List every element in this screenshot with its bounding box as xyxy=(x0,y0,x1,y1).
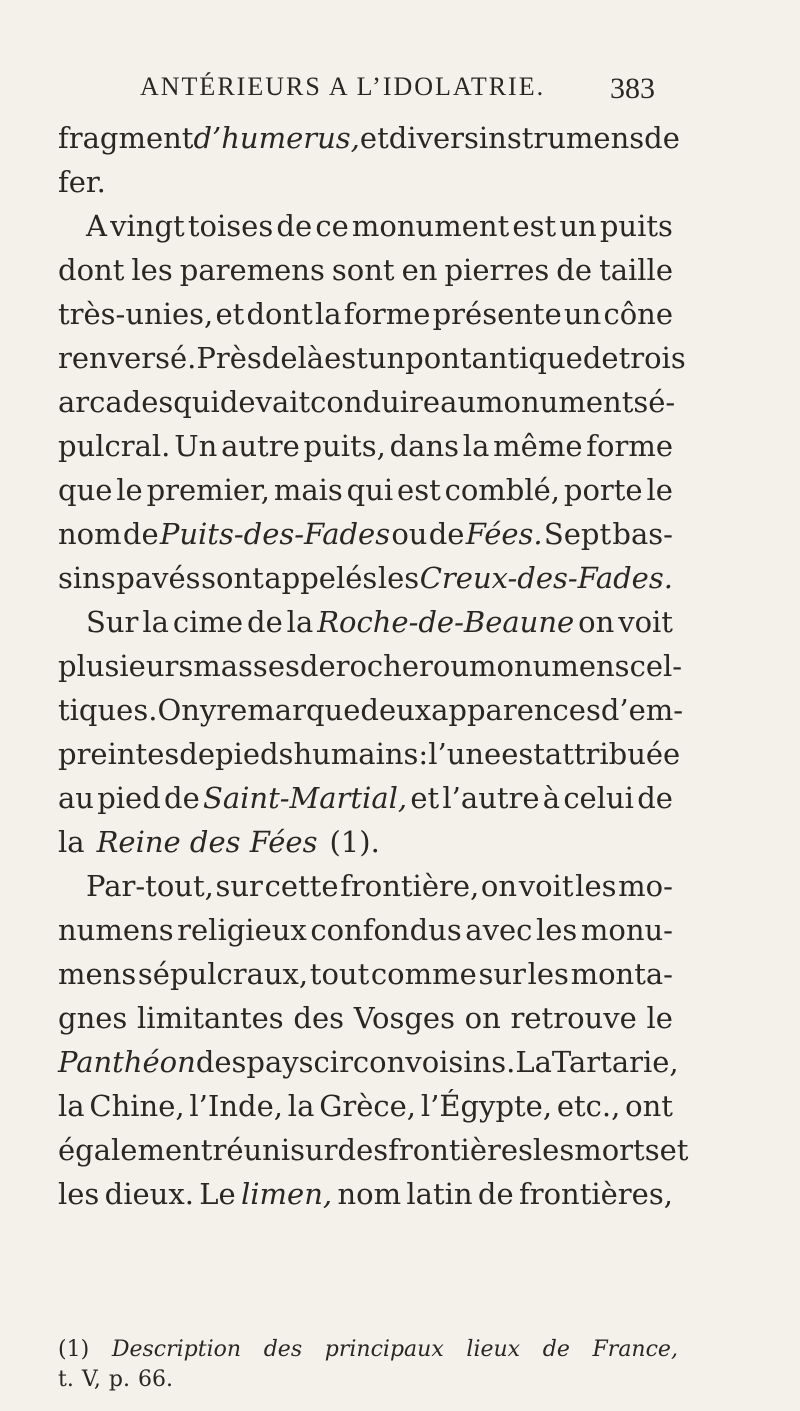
word: comme xyxy=(370,957,477,991)
word: de xyxy=(644,121,680,155)
text-line xyxy=(58,204,673,248)
word: pieds xyxy=(214,737,294,771)
word: circonvoisins. xyxy=(313,1045,516,1079)
word: appelés xyxy=(264,561,378,595)
text-line xyxy=(58,820,673,864)
italic-word: d’humerus, xyxy=(193,121,360,155)
text-line xyxy=(58,864,673,908)
italic-word: Description xyxy=(111,1337,242,1362)
word: monument xyxy=(351,209,510,243)
text-line xyxy=(58,468,673,512)
text-line xyxy=(58,908,673,952)
word: cime xyxy=(172,605,244,639)
word: forme xyxy=(586,429,673,463)
word: et xyxy=(410,781,440,815)
text-line xyxy=(58,116,680,160)
word: bas- xyxy=(612,517,673,551)
italic-word: Saint-Martial, xyxy=(202,781,408,815)
word: Chine, xyxy=(89,1089,185,1123)
word: Près xyxy=(196,341,262,375)
word: les xyxy=(575,869,617,903)
text-line xyxy=(58,732,681,776)
word: en xyxy=(401,253,438,287)
word: les xyxy=(535,913,578,947)
word: qui xyxy=(173,385,220,419)
word: fer. xyxy=(58,165,106,199)
italic-word: Creux-des-Fades. xyxy=(419,561,673,595)
text-line xyxy=(58,424,673,468)
word: frontière, xyxy=(340,869,480,903)
word: de xyxy=(637,781,673,815)
word: voit xyxy=(518,869,574,903)
word: et xyxy=(215,297,245,331)
text-line xyxy=(58,248,673,292)
word: A xyxy=(86,209,107,243)
word: la xyxy=(462,429,490,463)
word: la xyxy=(286,605,314,639)
word: le xyxy=(646,1001,673,1035)
running-title: ANTÉRIEURS A L’IDOLATRIE. xyxy=(140,72,546,101)
word: (1). xyxy=(329,825,380,859)
word: : xyxy=(418,737,429,771)
word: est xyxy=(501,737,545,771)
word: la xyxy=(142,605,169,639)
word: pied xyxy=(97,781,161,815)
word: à xyxy=(542,781,561,815)
word: devait xyxy=(219,385,311,419)
word: ou xyxy=(391,517,428,551)
word: Sept xyxy=(543,517,612,551)
word: taille xyxy=(599,253,673,287)
word: On xyxy=(157,693,200,727)
word: comblé, xyxy=(444,473,561,507)
word: pays xyxy=(246,1045,314,1079)
word: présente xyxy=(432,297,562,331)
word: attribuée xyxy=(544,737,681,771)
footnote-line xyxy=(58,1335,678,1365)
word: cel- xyxy=(629,649,683,683)
running-header xyxy=(140,72,655,112)
word: Un xyxy=(174,429,218,463)
word: y xyxy=(199,693,217,727)
word: monument xyxy=(476,385,634,419)
italic-word: Puits-des-Fades xyxy=(159,517,391,551)
word: la xyxy=(287,1089,315,1123)
word: au xyxy=(58,781,94,815)
word: un xyxy=(367,341,406,375)
word: la xyxy=(314,297,342,331)
word: on xyxy=(464,1001,501,1035)
word: de xyxy=(164,781,200,815)
word: sont xyxy=(201,561,264,595)
word: de xyxy=(582,341,619,375)
word: réuni xyxy=(212,1133,291,1167)
word: dans xyxy=(389,429,460,463)
word: premier, xyxy=(146,473,270,507)
word: les xyxy=(527,957,569,991)
word: tout xyxy=(309,957,370,991)
word: la xyxy=(58,1089,85,1123)
italic-word: principaux xyxy=(324,1337,444,1362)
word: l’autre xyxy=(442,781,540,815)
word: monta- xyxy=(570,957,673,991)
footnote-line xyxy=(58,1365,678,1395)
word: des xyxy=(337,1133,389,1167)
word: puits, xyxy=(303,429,386,463)
word: Vosges xyxy=(353,1001,455,1035)
word: pierres xyxy=(444,253,550,287)
word: qui xyxy=(346,473,394,507)
word: masses xyxy=(193,649,300,683)
word: de xyxy=(276,209,313,243)
word: dieux. xyxy=(104,1177,194,1211)
word: trois xyxy=(618,341,686,375)
text-line xyxy=(58,996,673,1040)
italic-word: limen, xyxy=(241,1177,333,1211)
word: plusieurs xyxy=(58,649,194,683)
text-line xyxy=(58,512,673,556)
word: mo- xyxy=(618,869,673,903)
word: deux xyxy=(360,693,432,727)
italic-word: lieux xyxy=(466,1337,521,1362)
word: les xyxy=(131,253,173,287)
word: divers xyxy=(388,121,479,155)
word: p. xyxy=(108,1367,130,1392)
word: sépulcraux, xyxy=(137,957,309,991)
text-line xyxy=(58,380,676,424)
word: pavés xyxy=(116,561,201,595)
text-line xyxy=(58,952,673,996)
italic-word: France, xyxy=(592,1337,678,1362)
word: sins xyxy=(58,561,116,595)
word: la xyxy=(58,825,85,859)
word: 66. xyxy=(137,1367,173,1392)
text-line xyxy=(58,160,673,204)
word: de xyxy=(122,517,159,551)
word: les xyxy=(377,561,420,595)
italic-word: de xyxy=(542,1337,570,1362)
word: ce xyxy=(315,209,349,243)
word: est xyxy=(324,341,368,375)
word: (1) xyxy=(58,1337,90,1362)
word: avec xyxy=(465,913,533,947)
text-line xyxy=(58,688,684,732)
word: également xyxy=(58,1133,213,1167)
text-line xyxy=(58,776,673,820)
word: de xyxy=(556,253,593,287)
word: conduire xyxy=(310,385,441,419)
word: très-unies, xyxy=(58,297,214,331)
word: rocher xyxy=(335,649,433,683)
word: même xyxy=(493,429,583,463)
word: vingt xyxy=(110,209,185,243)
word: de xyxy=(428,517,465,551)
word: sur xyxy=(215,869,263,903)
word: l’Inde, xyxy=(189,1089,283,1123)
word: ont xyxy=(625,1089,673,1123)
text-line xyxy=(58,1128,689,1172)
text-line xyxy=(58,336,686,380)
word: retrouve xyxy=(510,1001,637,1035)
word: frontières, xyxy=(518,1177,673,1211)
word: le xyxy=(646,473,673,507)
word: limitantes xyxy=(137,1001,284,1035)
word: de xyxy=(299,649,336,683)
word: des xyxy=(195,1045,247,1079)
text-line xyxy=(58,556,673,600)
word: un xyxy=(563,297,602,331)
word: monumens xyxy=(469,649,630,683)
word: sont xyxy=(331,253,395,287)
word: gnes xyxy=(58,1001,128,1035)
word: un xyxy=(559,209,597,243)
word: puits xyxy=(599,209,673,243)
word: preintes xyxy=(58,737,180,771)
word: Par-tout, xyxy=(86,869,214,903)
word: religieux xyxy=(177,913,307,947)
word: antique xyxy=(471,341,583,375)
italic-word: des xyxy=(263,1337,303,1362)
word: confondus xyxy=(310,913,462,947)
word: frontières xyxy=(388,1133,533,1167)
word: arcades xyxy=(58,385,174,419)
word: dont xyxy=(58,253,125,287)
word: renversé. xyxy=(58,341,197,375)
word: et xyxy=(659,1133,689,1167)
word: d’em- xyxy=(600,693,684,727)
word: Tartarie, xyxy=(551,1045,679,1079)
word: de xyxy=(477,1177,514,1211)
word: etc., xyxy=(556,1089,621,1123)
word: nom xyxy=(58,517,122,551)
word: l’une xyxy=(428,737,502,771)
word: est xyxy=(512,209,557,243)
word: au xyxy=(440,385,477,419)
word: les xyxy=(58,1177,100,1211)
word: celui xyxy=(563,781,634,815)
italic-word: Panthéon xyxy=(58,1045,196,1079)
text-line xyxy=(58,600,673,644)
word: mais xyxy=(273,473,343,507)
word: pont xyxy=(405,341,472,375)
body-text xyxy=(58,116,689,1216)
word: Sur xyxy=(86,605,139,639)
word: latin xyxy=(406,1177,473,1211)
word: de xyxy=(179,737,215,771)
text-line xyxy=(58,292,673,336)
word: sur xyxy=(478,957,526,991)
word: des xyxy=(293,1001,344,1035)
word: toises xyxy=(187,209,274,243)
word: les xyxy=(532,1133,575,1167)
italic-word: Fées. xyxy=(465,517,543,551)
word: cette xyxy=(264,869,339,903)
word: Le xyxy=(199,1177,236,1211)
word: mens xyxy=(58,957,137,991)
word: est xyxy=(397,473,441,507)
word: le xyxy=(116,473,143,507)
word: fragment xyxy=(58,121,194,155)
italic-word: Reine des Fées xyxy=(96,825,318,859)
word: apparences xyxy=(431,693,601,727)
word: de xyxy=(247,605,283,639)
word: de xyxy=(261,341,298,375)
word: instrumens xyxy=(478,121,645,155)
word: monu- xyxy=(580,913,673,947)
word: La xyxy=(515,1045,552,1079)
word: morts xyxy=(574,1133,660,1167)
word: dont xyxy=(246,297,313,331)
word: que xyxy=(58,473,113,507)
word: là xyxy=(297,341,325,375)
word: on xyxy=(480,869,518,903)
word: l’Égypte, xyxy=(420,1089,553,1123)
word: t. xyxy=(58,1367,74,1392)
word: V, xyxy=(81,1367,101,1392)
italic-word: Roche-de-Beaune xyxy=(317,605,575,639)
word: sur xyxy=(290,1133,338,1167)
word: humains xyxy=(293,737,419,771)
text-line xyxy=(58,1172,673,1216)
word: nom xyxy=(337,1177,402,1211)
word: ou xyxy=(432,649,470,683)
word: Grèce, xyxy=(319,1089,417,1123)
word: on xyxy=(578,605,615,639)
word: forme xyxy=(343,297,431,331)
word: autre xyxy=(221,429,300,463)
word: sé- xyxy=(633,385,676,419)
text-line xyxy=(58,644,683,688)
footnote xyxy=(58,1335,678,1395)
word: remarque xyxy=(216,693,361,727)
text-line xyxy=(58,1084,673,1128)
word: porte xyxy=(563,473,643,507)
page-number: 383 xyxy=(610,72,655,105)
word: paremens xyxy=(179,253,325,287)
word: numens xyxy=(58,913,174,947)
word: et xyxy=(359,121,389,155)
word: tiques. xyxy=(58,693,158,727)
word: voit xyxy=(618,605,673,639)
word: pulcral. xyxy=(58,429,171,463)
text-line xyxy=(58,1040,679,1084)
word: cône xyxy=(603,297,673,331)
